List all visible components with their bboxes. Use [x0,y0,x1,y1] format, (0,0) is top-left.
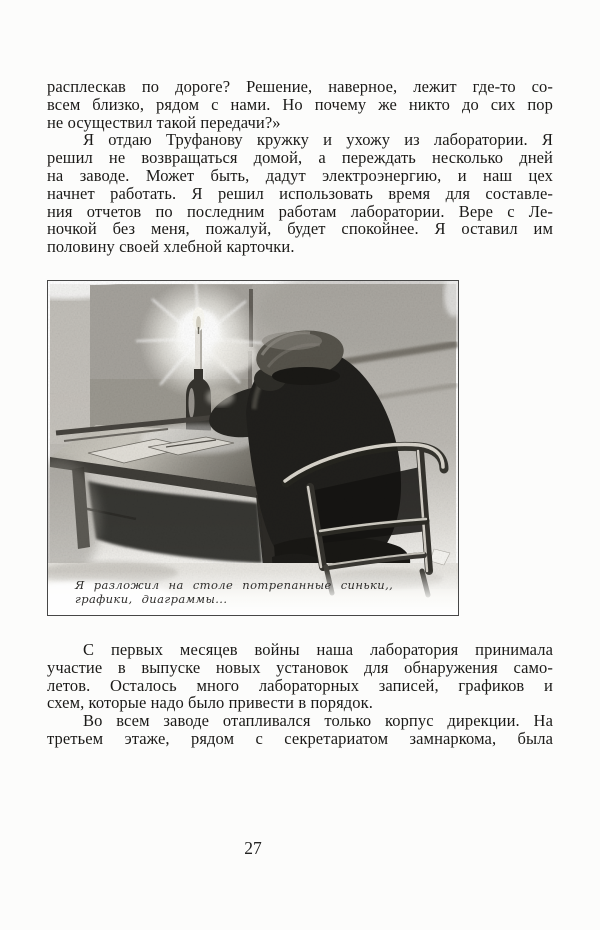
text-line: на заводе. Может быть, дадут электроэнергию, и наш цех [47,165,553,185]
body-text [0,78,600,256]
desk-candle-drawing [48,281,458,615]
text-line: расплескав по дороге? Решение, наверное, лежит где-то со- [47,77,553,96]
text-line: участие в выпуске новых установок для обнаружения само- [47,657,553,677]
text-line: ния отчетов по последним работам лаборатории. Вере с Ле- [47,201,553,221]
text-line: половину своей хлебной карточки. [47,237,295,257]
text-line: летов. Осталось много лабораторных записей, графиков и [47,675,553,695]
text-line: С первых месяцев войны наша лаборатория принимала [83,639,553,659]
text-line: начнет работать. Я решил использовать время для составле- [47,183,553,203]
text-line: Я отдаю Труфанову кружку и ухожу из лаборатории. Я [83,130,553,150]
text-line: третьем этаже, рядом с секретариатом замнаркома, была [47,728,553,748]
paragraph [47,641,553,712]
text-line: Во всем заводе отапливался только корпус дирекции. На [83,711,553,731]
illustration-caption: Я разложил на столе потрепанные синьки,, графики, диаграммы... [75,577,394,606]
illustration [47,280,459,616]
text-line: ночкой без меня, пожалуй, будет спокойнее. Я оставил им [47,219,553,239]
paragraph [47,131,553,256]
text-line: не осуществил такой передачи?» [47,112,281,132]
paragraph [47,712,553,748]
text-line: схем, которые надо было привести в порядок. [47,693,373,713]
page-number: 27 [244,838,262,858]
paragraph [47,78,553,131]
text-line: всем близко, рядом с нами. Но почему же никто до сих пор [47,94,553,114]
text-line: решил не возвращаться домой, а переждать несколько дней [47,148,553,168]
book-page [0,78,600,930]
body-text [0,641,600,748]
